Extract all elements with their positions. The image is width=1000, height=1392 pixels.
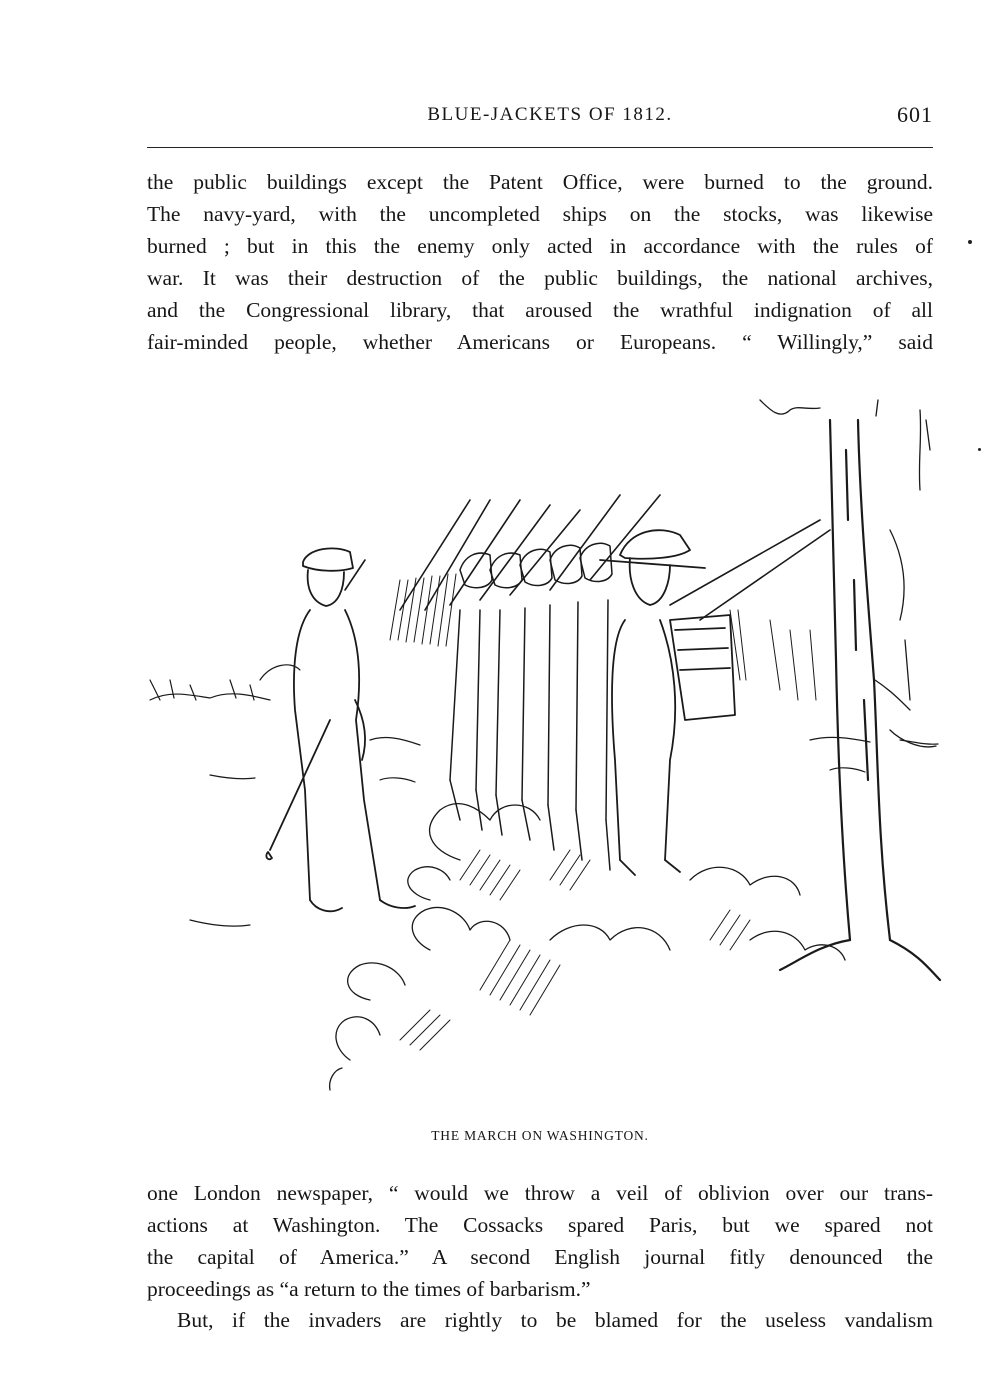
text-line: war. It was their destruction of the public buildings, the national archives, bbox=[147, 266, 933, 290]
text-line: fair-minded people, whether Americans or Europeans. “ Willingly,” said bbox=[147, 330, 933, 354]
illustration-march-on-washington bbox=[130, 380, 950, 1110]
figure-caption: THE MARCH ON WASHINGTON. bbox=[431, 1128, 649, 1143]
running-title: BLUE-JACKETS OF 1812. bbox=[427, 104, 673, 125]
officer-figure bbox=[266, 548, 415, 911]
rifles bbox=[345, 495, 830, 620]
lead-soldier-with-pack bbox=[600, 530, 735, 875]
text-line: the public buildings except the Patent Office, were burned to the ground. bbox=[147, 170, 933, 194]
text-line: The navy-yard, with the uncompleted ships on the stocks, was likewise bbox=[147, 202, 933, 226]
soldier-column bbox=[450, 543, 612, 870]
body-paragraph-next bbox=[147, 1304, 933, 1336]
margin-speck bbox=[968, 240, 972, 244]
tree-trunk bbox=[780, 420, 940, 980]
margin-speck bbox=[978, 448, 981, 451]
text-line: the capital of America.” A second English journal fitly denounced the bbox=[147, 1245, 933, 1269]
body-paragraph-top bbox=[147, 166, 933, 358]
text-line: one London newspaper, “ would we throw a veil of oblivion over our trans- bbox=[147, 1181, 933, 1205]
text-line: proceedings as “a return to the times of barbarism.” bbox=[147, 1277, 591, 1301]
text-line: burned ; but in this the enemy only acted in accordance with the rules of bbox=[147, 234, 933, 258]
page-number: 601 bbox=[897, 102, 933, 127]
tree-background bbox=[760, 400, 936, 747]
running-head bbox=[147, 104, 933, 132]
body-paragraph-bottom bbox=[147, 1177, 933, 1305]
header-rule bbox=[147, 147, 933, 148]
foreground-bushes bbox=[330, 804, 845, 1090]
distant-troops-hatching bbox=[390, 574, 816, 700]
text-line: and the Congressional library, that aroused the wrathful indignation of all bbox=[147, 298, 933, 322]
ground-shading bbox=[400, 850, 750, 1050]
horizon-grass bbox=[150, 665, 938, 926]
text-line: actions at Washington. The Cossacks spared Paris, but we spared not bbox=[147, 1213, 933, 1237]
text-line: But, if the invaders are rightly to be blamed for the useless vandalism bbox=[177, 1308, 933, 1332]
